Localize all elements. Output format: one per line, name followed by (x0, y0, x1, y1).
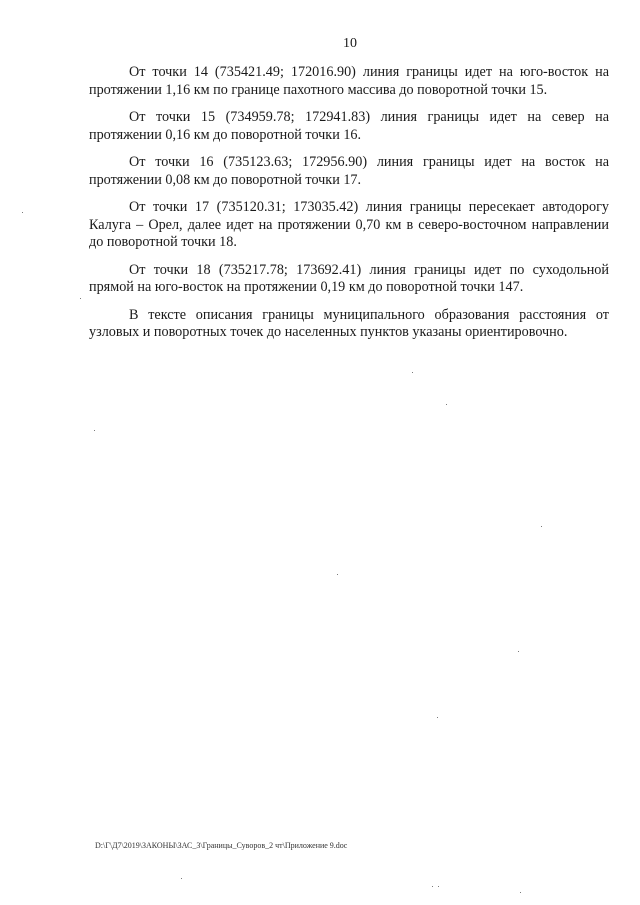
paragraph-point-16: От точки 16 (735123.63; 172956.90) линия границы идет на восток на протяжении 0,08 км до поворотной точки 17. (89, 154, 609, 188)
paragraph-point-17: От точки 17 (735120.31; 173035.42) линия границы пересекает автодорогу Калуга – Орел, далее идет на протяжении 0,70 км в северо-восточном направлении до поворотной точки 18. (89, 199, 609, 250)
page-number: 10 (343, 36, 357, 51)
paragraph-distances-note: В тексте описания границы муниципального образования расстояния от узловых и поворотных точек до населенных пунктов указаны ориентировочно. (89, 306, 609, 340)
scan-speck (438, 886, 439, 887)
scan-speck (22, 212, 23, 213)
paragraph-point-18: От точки 18 (735217.78; 173692.41) линия границы идет по суходольной прямой на юго-восток на протяжении 0,19 км до поворотной точки 147. (89, 261, 609, 295)
scan-speck (520, 892, 521, 893)
scan-speck (181, 878, 182, 879)
scan-speck (94, 430, 95, 431)
scan-speck (518, 651, 519, 652)
scan-speck (80, 298, 81, 299)
scan-speck (541, 526, 542, 527)
document-body (89, 64, 609, 352)
paragraph-point-15: От точки 15 (734959.78; 172941.83) линия границы идет на север на протяжении 0,16 км до поворотной точки 16. (89, 109, 609, 143)
scan-speck (337, 574, 338, 575)
footer-file-path: D:\Г\Д7\2019\ЗАКОНЫ\ЗАС_3\Границы_Суворов_2 чт\Приложение 9.doc (95, 841, 348, 850)
scan-speck (412, 372, 413, 373)
scan-speck (437, 717, 438, 718)
scan-speck (446, 404, 447, 405)
paragraph-point-14: От точки 14 (735421.49; 172016.90) линия границы идет на юго-восток на протяжении 1,16 км по границе пахотного массива до поворотной точки 15. (89, 64, 609, 98)
scan-speck (432, 886, 433, 887)
